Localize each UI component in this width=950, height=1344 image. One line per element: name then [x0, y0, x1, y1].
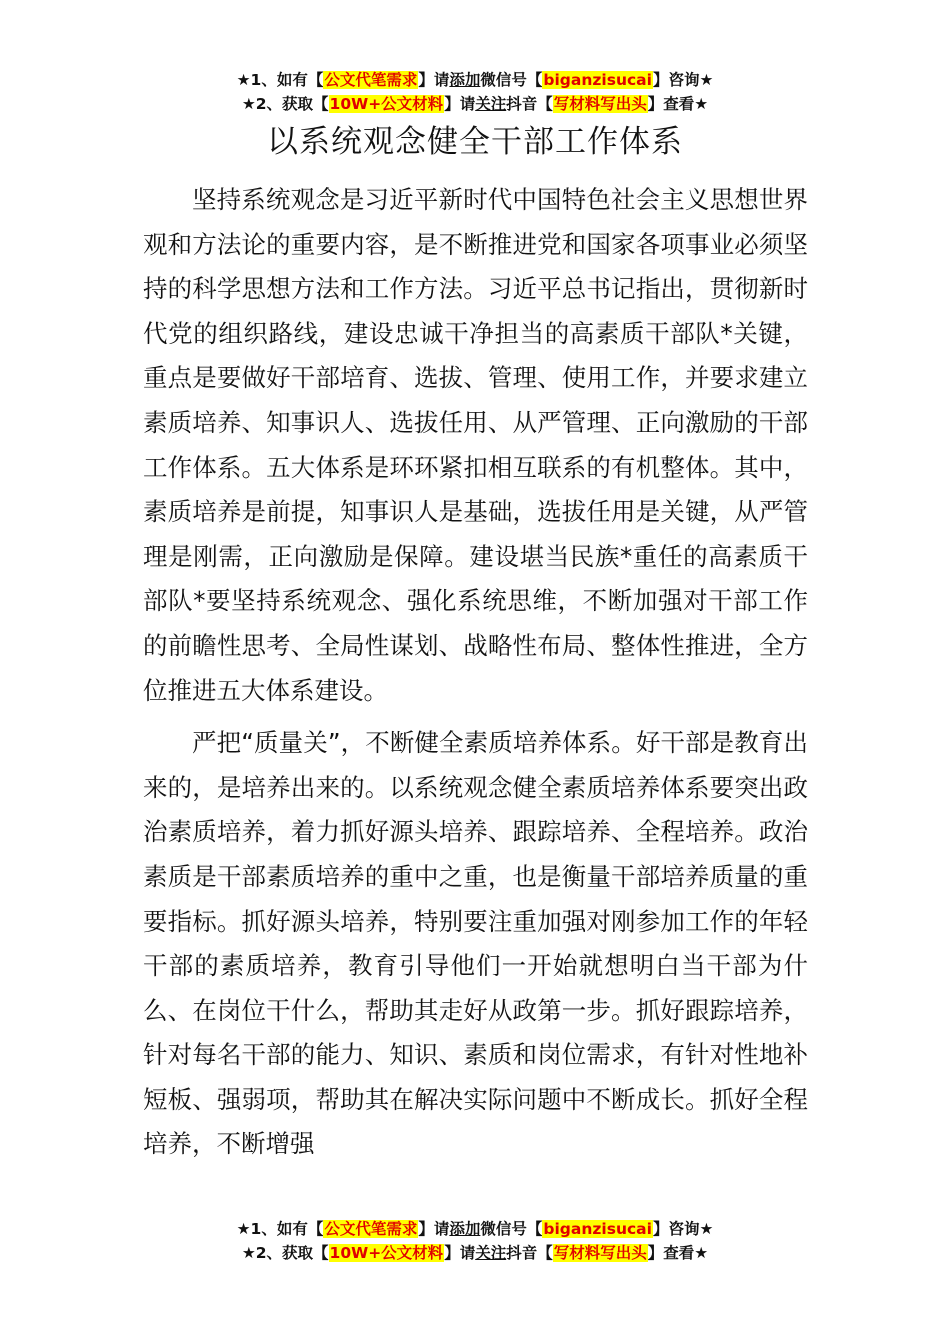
- banner-highlight: 10W+公文材料: [329, 95, 444, 113]
- banner-text: ★1、如有【: [236, 1220, 324, 1238]
- banner-text: 】查看★: [647, 95, 709, 113]
- banner-text: 】咨询★: [652, 1220, 714, 1238]
- banner-text: 】咨询★: [652, 71, 714, 89]
- document-title: 以系统观念健全干部工作体系: [267, 124, 683, 160]
- banner-line-1: [0, 1217, 950, 1241]
- banner-text: 抖音【: [506, 1244, 553, 1262]
- banner-highlight: 写材料写出头: [553, 95, 647, 113]
- banner-underline: 添加: [449, 1220, 481, 1238]
- banner-text: 抖音【: [506, 95, 553, 113]
- banner-text: 】请: [418, 71, 450, 89]
- footer-banner: [0, 1217, 950, 1265]
- banner-line-1: [0, 68, 950, 92]
- banner-underline: 关注: [475, 95, 507, 113]
- header-banner: [0, 68, 950, 116]
- banner-text: 微信号【: [480, 1220, 543, 1238]
- banner-line-2: [0, 92, 950, 116]
- banner-text: ★2、获取【: [241, 1244, 329, 1262]
- banner-highlight: biganzisucai: [543, 71, 652, 89]
- banner-highlight: 公文代笔需求: [324, 71, 418, 89]
- banner-underline: 关注: [475, 1244, 507, 1262]
- document-body: [143, 178, 808, 1167]
- banner-highlight: 公文代笔需求: [324, 1220, 418, 1238]
- banner-highlight: 10W+公文材料: [329, 1244, 444, 1262]
- banner-text: 】请: [444, 95, 476, 113]
- banner-line-2: [0, 1241, 950, 1265]
- banner-text: 】请: [444, 1244, 476, 1262]
- paragraph: 坚持系统观念是习近平新时代中国特色社会主义思想世界观和方法论的重要内容，是不断推进党和国家各项事业必须坚持的科学思想方法和工作方法。习近平总书记指出，贯彻新时代党的组织路线，建设忠诚干净担当的高素质干部队*关键，重点是要做好干部培育、选拔、管理、使用工作，并要求建立素质培养、知事识人、选拔任用、从严管理、正向激励的干部工作体系。五大体系是环环紧扣相互联系的有机整体。其中，素质培养是前提，知事识人是基础，选拔任用是关键，从严管理是刚需，正向激励是保障。建设堪当民族*重任的高素质干部队*要坚持系统观念、强化系统思维，不断加强对干部工作的前瞻性思考、全局性谋划、战略性布局、整体性推进，全方位推进五大体系建设。: [143, 185, 808, 705]
- banner-text: 】请: [418, 1220, 450, 1238]
- banner-highlight: biganzisucai: [543, 1220, 652, 1238]
- paragraph: 严把“质量关”，不断健全素质培养体系。好干部是教育出来的，是培养出来的。以系统观念健全素质培养体系要突出政治素质培养，着力抓好源头培养、跟踪培养、全程培养。政治素质是干部素质培养的重中之重，也是衡量干部培养质量的重要指标。抓好源头培养，特别要注重加强对刚参加工作的年轻干部的素质培养，教育引导他们一开始就想明白当干部为什么、在岗位干什么，帮助其走好从政第一步。抓好跟踪培养，针对每名干部的能力、知识、素质和岗位需求，有针对性地补短板、强弱项，帮助其在解决实际问题中不断成长。抓好全程培养，不断增强: [143, 728, 808, 1159]
- banner-text: 】查看★: [647, 1244, 709, 1262]
- banner-text: ★1、如有【: [236, 71, 324, 89]
- banner-text: 微信号【: [480, 71, 543, 89]
- banner-highlight: 写材料写出头: [553, 1244, 647, 1262]
- banner-underline: 添加: [449, 71, 481, 89]
- banner-text: ★2、获取【: [241, 95, 329, 113]
